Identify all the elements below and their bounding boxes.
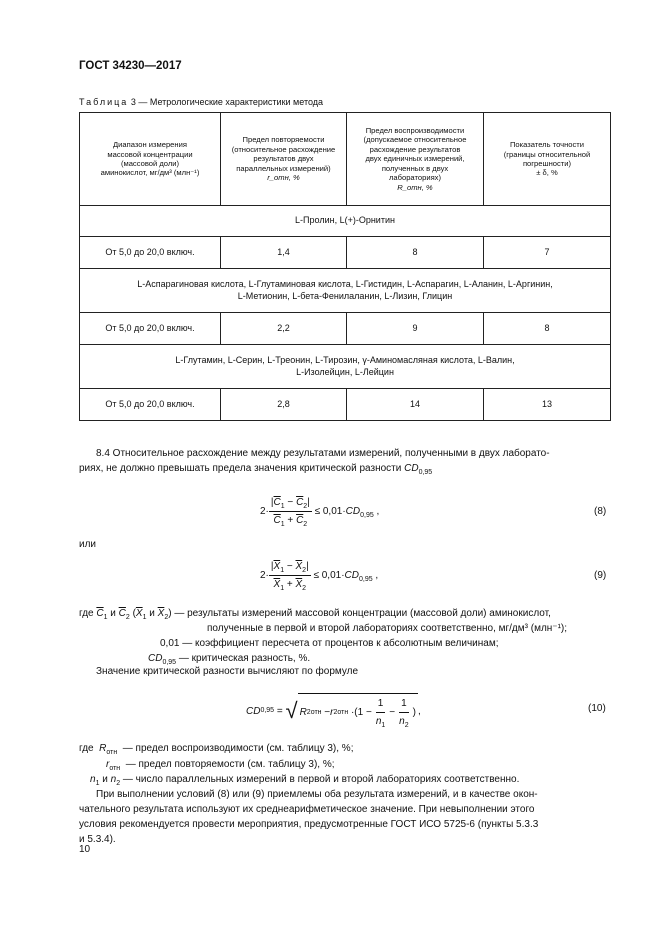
cell-reproducibility: 8 — [347, 237, 484, 269]
header-range: Диапазон измерения массовой концентрации (массовой доли) аминокислот, мг/дм³ (млн⁻¹) — [80, 113, 221, 206]
cell-range: От 5,0 до 20,0 включ. — [80, 237, 221, 269]
legend-2: 0,01 — коэффициент пересчета от процентов к абсолютным величинам; — [160, 638, 499, 649]
cell-repeatability: 2,2 — [221, 313, 347, 345]
legend-1: где $\overline{C}_1$ и $\overline{C}_2$ ($\overline{X}_1$ и $\overline{X}_2$) — результаты измерений массовой концентрации (массовой доли) аминокислот, — [79, 608, 551, 621]
equation-10: CD 0,95 = √ R 2 отн − r 2 отн ·(1 − $\frac{1}{n_1}$ − $\frac{1}{n_2}$ ) , — [246, 689, 421, 733]
equation-9: 2· $\frac{|\overline{X}_1 - \overline{X}_2|}{\overline{X}_1 + \overline{X}_2}$ ≤ $0,01\cdot CD_{0,95}$ , — [260, 560, 379, 592]
cell-reproducibility: 9 — [347, 313, 484, 345]
page-number: 10 — [79, 844, 91, 855]
table-row — [80, 389, 611, 421]
table-header-row — [80, 113, 611, 206]
table-row — [80, 313, 611, 345]
where-2: $r_{отн}$ — предел повторяемости (см. таблицу 3), %; — [106, 759, 335, 772]
cell-reproducibility: 14 — [347, 389, 484, 421]
legend-1-cont: полученные в первой и второй лабораториях соответственно, мг/дм³ (млн⁻¹); — [207, 623, 568, 634]
final-paragraph: При выполнении условий (8) или (9) приемлемы оба результата измерений, и в качестве окон- чательного результата используют их среднеарифметическое значение. При невыполнении этого условия рекомендуется провести мероприятия, предусмотренные ГОСТ ИСО 5725-6 (пункты 5.3.3 и 5.3.4). — [79, 789, 539, 845]
header-reproducibility: Предел воспроизводимости (допускаемое относительное расхождение результатов двух единичных измерений, полученных в двух лабораториях) R_отн, % — [347, 113, 484, 206]
header-accuracy: Показатель точности (границы относительной погрешности) ± δ, % — [484, 113, 611, 206]
cell-accuracy: 7 — [484, 237, 611, 269]
cell-repeatability: 2,8 — [221, 389, 347, 421]
cell-accuracy: 13 — [484, 389, 611, 421]
paragraph-8-4: 8.4 Относительное расхождение между результатами измерений, полученными в двух лаборато- — [96, 448, 550, 459]
group-title-2: L-Аспарагиновая кислота, L-Глутаминовая кислота, L-Гистидин, L-Аспарагин, L-Аланин, L-Аргинин, L-Метионин, L-бета-Фенилаланин, L-Лизин, Глицин — [80, 269, 611, 313]
cell-accuracy: 8 — [484, 313, 611, 345]
legend-3: $CD_{0,95}$ — критическая разность, %. — [148, 653, 311, 666]
paragraph-8-4-cont: риях, не должно превышать предела значения критической разности $CD_{0,95}$ — [79, 463, 433, 476]
equation-8: 2· $\frac{|\overline{C}_1 - \overline{C}_2|}{\overline{C}_1 + \overline{C}_2}$ ≤ $0,01\cdot CD_{0,95}$ , — [260, 496, 380, 528]
table-caption: Таблица 3 — Метрологические характеристики метода — [79, 97, 324, 107]
cell-range: От 5,0 до 20,0 включ. — [80, 313, 221, 345]
table-row — [80, 237, 611, 269]
eq8-number: (8) — [594, 506, 607, 517]
page-header: ГОСТ 34230—2017 — [79, 60, 182, 72]
where-1: где $R_{отн}$ — предел воспроизводимости (см. таблицу 3), %; — [79, 743, 354, 756]
eq9-number: (9) — [594, 570, 607, 581]
group-title-3: L-Глутамин, L-Серин, L-Треонин, L-Тирозин, γ-Аминомасляная кислота, L-Валин, L-Изолейцин, L-Лейцин — [80, 345, 611, 389]
cell-range: От 5,0 до 20,0 включ. — [80, 389, 221, 421]
where-3: $n_1$ и $n_2$ — число параллельных измерений в первой и второй лабораториях соответственно. — [90, 774, 520, 787]
formula-intro: Значение критической разности вычисляют по формуле — [96, 666, 359, 677]
or-word: или — [79, 539, 97, 550]
group-title-1: L-Пролин, L(+)-Орнитин — [80, 206, 611, 237]
metrology-table — [79, 112, 611, 421]
header-repeatability: Предел повторяемости (относительное расхождение результатов двух параллельных измерений) r_отн, % — [221, 113, 347, 206]
cell-repeatability: 1,4 — [221, 237, 347, 269]
eq10-number: (10) — [588, 703, 606, 714]
